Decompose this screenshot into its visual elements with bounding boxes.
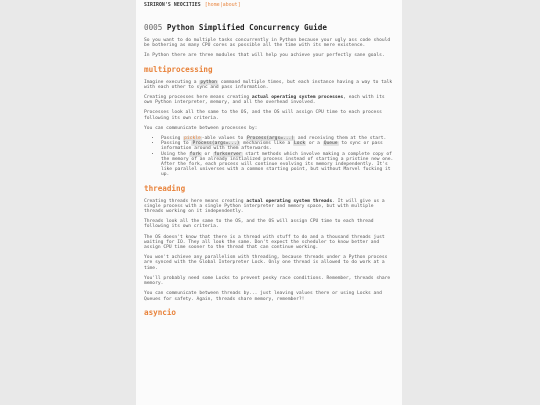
inline-code: Lock bbox=[294, 141, 306, 147]
nav-about-link[interactable]: about bbox=[222, 3, 238, 8]
text: . It will give us a single process with a single Python interpreter and memory space, but with multiple threads working on it independently. bbox=[144, 198, 385, 215]
intro bbox=[144, 38, 394, 59]
post-title bbox=[144, 23, 394, 32]
paragraph bbox=[144, 199, 394, 215]
paragraph: The OS doesn't know that there is a thread with stuff to do and a thousand threads just waiting for IO. They all look the same. Don't expect the scheduler to know better and assign CPU time sooner to the thread that can continue working. bbox=[144, 234, 385, 251]
paragraph: You can communicate between processes by: bbox=[144, 125, 258, 131]
section-heading-multiprocessing: multiprocessing bbox=[144, 64, 213, 74]
inline-code: Queue bbox=[323, 141, 338, 147]
paragraph: You can communicate between threads by... just leaving values there or using Locks and Queues for safety. Again, threads share memory, remember?! bbox=[144, 291, 382, 302]
paragraph bbox=[144, 80, 394, 90]
bold-text: actual operating system threads bbox=[246, 198, 333, 204]
text: Passing to bbox=[161, 141, 192, 147]
post-number: 0005 bbox=[144, 23, 163, 32]
communication-list bbox=[144, 136, 394, 178]
text: to sync or pass information around with them afterwards. bbox=[161, 141, 383, 152]
inline-code: Process(args=...) bbox=[192, 141, 240, 147]
paragraph: You won't achieve any parallelism with threading, because threads under a Python process are synced with the Global Interpreter Lock. Only one thread is allowed to do work at a time. bbox=[144, 255, 388, 271]
bold-text: actual operating system processes bbox=[251, 95, 344, 101]
text: start methods which involve making a complete copy of the memory of an already initialized process instead of starting a pristine new one. After the fork, each process will continue evolving its memory independently. It's like parallel universes with a common starting point, but without Marvel fucking it up. bbox=[161, 151, 394, 178]
paragraph: Threads look all the same to the OS, and the OS will assign CPU time to each thread following its own criteria. bbox=[144, 219, 374, 230]
list-item bbox=[161, 141, 394, 151]
text: or bbox=[201, 151, 213, 157]
inline-code: python bbox=[200, 79, 217, 85]
text: command multiple times, but each instance having a way to talk with each other to sync and pass information. bbox=[144, 79, 393, 90]
content bbox=[144, 3, 394, 323]
paragraph: Processes look all the same to the OS, and the OS will assign CPU time to each process following its own criteria. bbox=[144, 110, 382, 121]
text: Creating threads here means creating bbox=[144, 198, 247, 204]
intro-paragraph: So you want to do multiple tasks concurrently in Python because your ugly ass code should be bothering as many CPU cores as possible all the time with its mere existence. bbox=[144, 38, 391, 49]
page bbox=[136, 0, 402, 405]
site-header bbox=[144, 3, 394, 9]
text: mechanisms like a bbox=[240, 141, 294, 147]
text: Creating processes here means creating bbox=[144, 95, 252, 101]
text: and receiving them at the start. bbox=[295, 136, 387, 142]
inline-code: fork bbox=[189, 151, 201, 157]
nav-bracket-close: ] bbox=[237, 3, 241, 8]
inline-code: forkserver bbox=[213, 151, 242, 157]
section-heading-asyncio: asyncio bbox=[144, 307, 177, 317]
nav-separator: | bbox=[219, 3, 223, 8]
list-item bbox=[161, 152, 394, 178]
section-heading-threading: threading bbox=[144, 183, 186, 193]
paragraph bbox=[144, 95, 394, 105]
nav-home-link[interactable]: home bbox=[207, 3, 220, 8]
nav-bracket-open: [ bbox=[204, 3, 208, 8]
inline-code: pickle bbox=[184, 136, 201, 142]
text: Passing bbox=[161, 136, 184, 142]
post-title-text: Python Simplified Concurrency Guide bbox=[166, 23, 327, 32]
inline-code: Process(args=...) bbox=[247, 136, 295, 142]
text: , each with its own Python interpreter, memory, and all the overhead involved. bbox=[144, 95, 385, 106]
intro-paragraph: In Python there are three modules that will help you achieve your perfectly sane goals. bbox=[144, 53, 385, 59]
paragraph: You'll probably need some Locks to prevent pesky race conditions. Remember, threads share memory. bbox=[144, 275, 391, 287]
text: Using the bbox=[161, 151, 189, 157]
text: or a bbox=[306, 141, 323, 147]
site-title: SIRIRON'S NEOCITIES bbox=[144, 3, 201, 8]
text: -able values to bbox=[201, 136, 247, 142]
text: Imagine executing a bbox=[144, 79, 200, 85]
nav bbox=[205, 3, 241, 8]
